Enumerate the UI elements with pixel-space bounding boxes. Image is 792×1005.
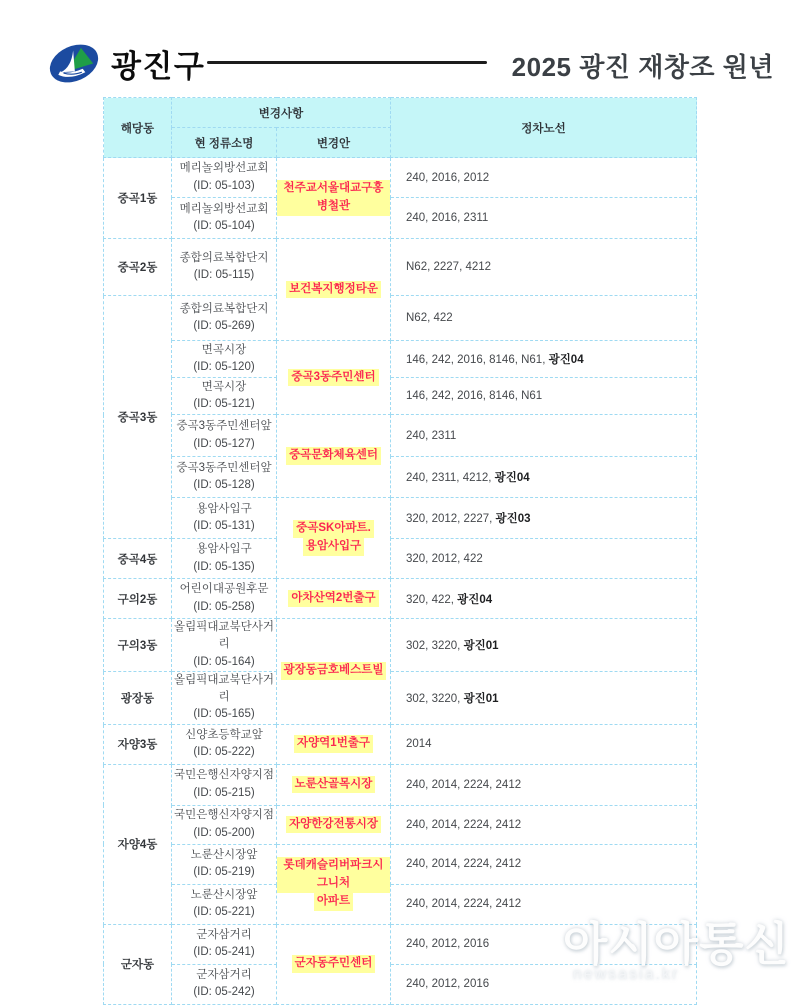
proposal-cell (277, 579, 391, 619)
table-row (104, 964, 697, 1004)
table-row (104, 671, 697, 724)
routes-cell: 240, 2311, 4212, 광진04 (391, 457, 697, 498)
stop-rename-table (103, 97, 697, 1005)
routes-cell: 320, 2012, 2227, 광진03 (391, 498, 697, 539)
stop-cell (172, 341, 277, 378)
col-header-routes: 정차노선 (391, 98, 697, 158)
table-row (104, 884, 697, 924)
proposal-highlight: 중곡문화체육센터 (286, 447, 381, 465)
routes-cell: 320, 422, 광진04 (391, 579, 697, 619)
stop-name: 메리놀외방선교회 (179, 202, 269, 215)
proposal-highlight: 아차산역2번출구 (288, 590, 378, 608)
proposal-highlight: 천주교서울대교구홍병철관 (277, 180, 390, 216)
stop-cell (172, 884, 277, 924)
col-header-changes: 변경사항 (172, 98, 391, 128)
stop-name: 용암사입구 (196, 543, 252, 556)
proposal-highlight: 자양한강전통시장 (286, 816, 381, 834)
stop-name: 중곡3동주민센터앞 (176, 420, 272, 433)
table-row (104, 378, 697, 415)
stop-id: (ID: 05-165) (193, 708, 255, 721)
stop-name: 어린이대공원후문 (179, 583, 269, 596)
proposal-highlight: 용암사입구 (303, 538, 365, 556)
stop-id: (ID: 05-121) (193, 398, 255, 410)
routes-cell: 240, 2311 (391, 415, 697, 457)
stop-name: 국민은행신자양지점 (174, 809, 274, 822)
stop-cell (172, 805, 277, 844)
table-row (104, 844, 697, 884)
table-row (104, 415, 697, 457)
header-divider (207, 61, 487, 64)
routes-cell: 2014 (391, 724, 697, 764)
stop-id: (ID: 05-127) (193, 437, 255, 450)
stop-cell (172, 296, 277, 341)
route-bold: 광진03 (495, 513, 531, 525)
stop-name: 메리놀외방선교회 (179, 162, 269, 175)
table-header (104, 98, 697, 158)
table-row (104, 764, 697, 805)
stop-name: 면곡시장 (201, 343, 247, 356)
stop-id: (ID: 05-164) (193, 655, 255, 668)
dong-cell: 중곡1동 (104, 158, 172, 239)
table-row (104, 579, 697, 619)
stop-cell (172, 579, 277, 619)
dong-cell: 자양3동 (104, 724, 172, 764)
dong-cell: 구의2동 (104, 579, 172, 619)
stop-name: 종합의료복합단지 (179, 302, 269, 315)
table-row (104, 539, 697, 579)
table-row (104, 198, 697, 239)
dong-cell: 광장동 (104, 671, 172, 724)
stop-cell (172, 539, 277, 579)
route-bold: 광진01 (463, 639, 499, 652)
routes-cell: 240, 2014, 2224, 2412 (391, 884, 697, 924)
watermark-title: 아시아통신 (562, 918, 790, 970)
stop-id: (ID: 05-221) (193, 906, 255, 918)
stop-name: 중곡3동주민센터앞 (176, 461, 272, 474)
col-header-current-stop: 현 정류소명 (172, 128, 277, 158)
stop-id: (ID: 05-103) (193, 179, 255, 192)
stop-cell (172, 498, 277, 539)
proposal-highlight: 보건복지행정타운 (286, 281, 381, 299)
stop-cell (172, 924, 277, 964)
route-bold: 광진01 (463, 692, 499, 705)
dong-cell: 군자동 (104, 924, 172, 1004)
brand-name: 광진구 (111, 49, 206, 84)
table-row (104, 619, 697, 672)
routes-cell: 240, 2016, 2311 (391, 198, 697, 239)
route-bold: 광진04 (548, 354, 584, 366)
stop-id: (ID: 05-242) (193, 986, 255, 998)
gwangjin-emblem-icon (46, 40, 102, 87)
proposal-cell (277, 764, 391, 805)
stop-name: 군자삼거리 (196, 928, 252, 941)
table-row (104, 805, 697, 844)
table-row (104, 457, 697, 498)
stop-name: 노룬산시장앞 (190, 848, 258, 861)
proposal-cell (277, 619, 391, 725)
stop-id: (ID: 05-115) (193, 269, 255, 281)
route-bold: 광진04 (457, 593, 493, 606)
proposal-cell (277, 805, 391, 844)
stop-name: 면곡시장 (201, 380, 247, 393)
proposal-highlight: 광장동금호베스트빌 (281, 662, 387, 680)
dong-cell: 중곡2동 (104, 239, 172, 296)
routes-cell: 302, 3220, 광진01 (391, 671, 697, 724)
stop-name: 올림픽대교북단사거리 (174, 673, 274, 703)
table-row (104, 924, 697, 964)
proposal-cell (277, 239, 391, 341)
proposal-cell (277, 158, 391, 239)
col-header-dong: 해당동 (104, 98, 172, 158)
stop-id: (ID: 05-128) (193, 479, 255, 491)
stop-id: (ID: 05-131) (193, 520, 255, 532)
stop-cell (172, 764, 277, 805)
routes-cell: 240, 2014, 2224, 2412 (391, 844, 697, 884)
proposal-highlight: 중곡3동주민센터 (288, 369, 378, 387)
dong-cell: 중곡4동 (104, 539, 172, 579)
header-slogan: 2025 광진 재창조 원년 (511, 52, 774, 82)
proposal-highlight: 중곡SK아파트. (293, 520, 374, 538)
stop-cell (172, 158, 277, 198)
stop-cell (172, 378, 277, 415)
routes-cell: 320, 2012, 422 (391, 539, 697, 579)
stop-name: 국민은행신자양지점 (174, 769, 274, 782)
stop-cell (172, 844, 277, 884)
proposal-highlight: 아파트 (314, 893, 353, 911)
stop-id: (ID: 05-135) (193, 560, 255, 573)
stop-id: (ID: 05-241) (193, 946, 255, 958)
table-row (104, 158, 697, 198)
routes-cell: 146, 242, 2016, 8146, N61 (391, 378, 697, 415)
stop-name: 종합의료복합단지 (179, 251, 269, 264)
stop-id: (ID: 05-200) (193, 826, 255, 839)
stop-cell (172, 415, 277, 457)
proposal-cell (277, 415, 391, 498)
stop-id: (ID: 05-120) (193, 361, 255, 373)
proposal-cell (277, 724, 391, 764)
table-row (104, 296, 697, 341)
stop-id: (ID: 05-219) (193, 866, 255, 878)
proposal-cell (277, 498, 391, 579)
proposal-cell (277, 341, 391, 415)
stop-cell (172, 198, 277, 239)
routes-cell: 146, 242, 2016, 8146, N61, 광진04 (391, 341, 697, 378)
routes-cell: 240, 2014, 2224, 2412 (391, 805, 697, 844)
watermark-url: newsasia.kr (572, 966, 680, 983)
proposal-highlight: 노룬산골목시장 (292, 776, 376, 794)
stop-id: (ID: 05-215) (193, 786, 255, 799)
stop-id: (ID: 05-104) (193, 220, 255, 232)
stop-name: 용암사입구 (196, 502, 252, 515)
stop-cell (172, 724, 277, 764)
stop-id: (ID: 05-222) (193, 746, 255, 758)
dong-cell: 중곡3동 (104, 296, 172, 539)
routes-cell: 240, 2016, 2012 (391, 158, 697, 198)
dong-cell: 자양4동 (104, 764, 172, 924)
table-body (104, 158, 697, 1005)
dong-cell: 구의3동 (104, 619, 172, 672)
stop-name: 노룬산시장앞 (190, 888, 258, 901)
proposal-cell (277, 924, 391, 1004)
stop-name: 신양초등학교앞 (185, 728, 263, 741)
stop-id: (ID: 05-258) (193, 600, 255, 613)
proposal-highlight: 자양역1번출구 (294, 735, 373, 753)
stop-cell (172, 671, 277, 724)
routes-cell: 240, 2012, 2016 (391, 924, 697, 964)
stop-cell (172, 239, 277, 296)
stop-cell (172, 457, 277, 498)
table-row (104, 239, 697, 296)
stop-id: (ID: 05-269) (193, 320, 255, 332)
proposal-highlight: 롯데캐슬리버파크시그니처 (277, 857, 390, 893)
brand-header (46, 40, 205, 87)
routes-cell: 240, 2014, 2224, 2412 (391, 764, 697, 805)
proposal-cell (277, 844, 391, 924)
table-row (104, 724, 697, 764)
stop-name: 올림픽대교북단사거리 (174, 621, 274, 651)
stop-name: 군자삼거리 (196, 968, 252, 981)
routes-cell: N62, 2227, 4212 (391, 239, 697, 296)
routes-cell: 302, 3220, 광진01 (391, 619, 697, 672)
table-row (104, 498, 697, 539)
table-row (104, 341, 697, 378)
col-header-proposal: 변경안 (277, 128, 391, 158)
route-bold: 광진04 (494, 472, 530, 484)
proposal-highlight: 군자동주민센터 (292, 955, 376, 973)
stop-cell (172, 619, 277, 672)
routes-cell: 240, 2012, 2016 (391, 964, 697, 1004)
stop-cell (172, 964, 277, 1004)
routes-cell: N62, 422 (391, 296, 697, 341)
